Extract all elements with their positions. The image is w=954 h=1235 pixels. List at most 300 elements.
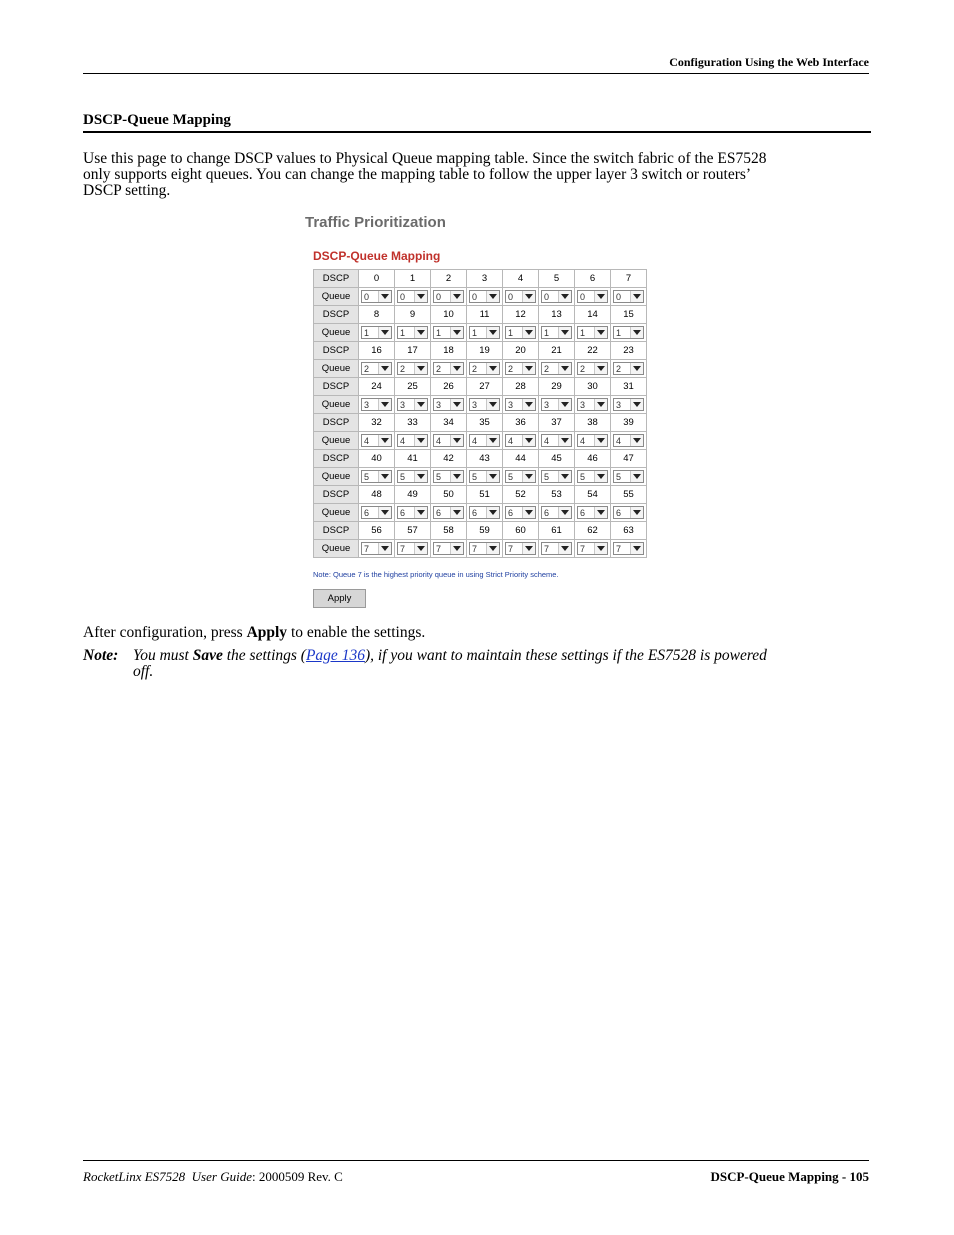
dscp-value: 53	[539, 486, 575, 504]
queue-select-value: 6	[544, 508, 550, 518]
queue-select[interactable]	[541, 290, 572, 303]
chevron-down-icon[interactable]	[594, 507, 607, 518]
dscp-value: 35	[467, 414, 503, 432]
dscp-row-label: DSCP	[314, 450, 359, 468]
dscp-value: 32	[359, 414, 395, 432]
queue-select[interactable]	[433, 434, 464, 447]
footer-doc-info: RocketLinx ES7528 User Guide: 2000509 Rev. C	[83, 1169, 343, 1184]
queue-select[interactable]	[361, 542, 392, 555]
queue-select[interactable]	[469, 326, 500, 339]
chevron-down-icon[interactable]	[450, 327, 463, 338]
queue-cell	[539, 432, 575, 450]
chevron-down-icon[interactable]	[378, 291, 391, 302]
dscp-queue-table	[313, 269, 647, 558]
chevron-down-icon[interactable]	[630, 471, 643, 482]
queue-select-value: 5	[400, 472, 406, 482]
queue-select[interactable]	[541, 434, 572, 447]
queue-select[interactable]	[361, 506, 392, 519]
chevron-down-icon[interactable]	[558, 471, 571, 482]
chevron-down-icon[interactable]	[630, 363, 643, 374]
queue-select[interactable]	[577, 542, 608, 555]
header-rule	[83, 73, 869, 74]
chevron-down-icon[interactable]	[378, 507, 391, 518]
dscp-value: 1	[395, 270, 431, 288]
queue-select-value: 4	[472, 436, 478, 446]
queue-row-label: Queue	[314, 540, 359, 558]
queue-row	[314, 540, 647, 558]
queue-select-value: 2	[364, 364, 370, 374]
queue-select[interactable]	[541, 398, 572, 411]
queue-cell	[467, 396, 503, 414]
queue-cell	[395, 360, 431, 378]
chevron-down-icon[interactable]	[486, 543, 499, 554]
queue-select[interactable]	[397, 326, 428, 339]
queue-select[interactable]	[469, 506, 500, 519]
chevron-down-icon[interactable]	[630, 399, 643, 410]
chevron-down-icon[interactable]	[630, 507, 643, 518]
dscp-row-label: DSCP	[314, 414, 359, 432]
dscp-value: 36	[503, 414, 539, 432]
queue-select[interactable]	[613, 362, 644, 375]
chevron-down-icon[interactable]	[450, 363, 463, 374]
queue-select-value: 3	[616, 400, 622, 410]
chevron-down-icon[interactable]	[450, 399, 463, 410]
queue-select[interactable]	[397, 506, 428, 519]
chevron-down-icon[interactable]	[522, 507, 535, 518]
chevron-down-icon[interactable]	[486, 363, 499, 374]
dscp-value: 42	[431, 450, 467, 468]
chevron-down-icon[interactable]	[414, 363, 427, 374]
dscp-value: 8	[359, 306, 395, 324]
queue-select-value: 7	[364, 544, 370, 554]
queue-cell	[539, 468, 575, 486]
chevron-down-icon[interactable]	[594, 435, 607, 446]
queue-select[interactable]	[397, 362, 428, 375]
chevron-down-icon[interactable]	[486, 399, 499, 410]
dscp-value: 50	[431, 486, 467, 504]
queue-select-value: 0	[616, 292, 622, 302]
dscp-value: 45	[539, 450, 575, 468]
dscp-row-label: DSCP	[314, 270, 359, 288]
queue-select[interactable]	[361, 434, 392, 447]
chevron-down-icon[interactable]	[378, 543, 391, 554]
dscp-value: 26	[431, 378, 467, 396]
queue-select[interactable]	[613, 542, 644, 555]
queue-select-value: 1	[400, 328, 406, 338]
queue-cell	[575, 504, 611, 522]
chevron-down-icon[interactable]	[522, 363, 535, 374]
traffic-prioritization-title: Traffic Prioritization	[305, 214, 446, 231]
dscp-value: 10	[431, 306, 467, 324]
chevron-down-icon[interactable]	[630, 327, 643, 338]
queue-cell	[359, 432, 395, 450]
queue-select[interactable]	[505, 362, 536, 375]
dscp-row	[314, 414, 647, 432]
queue-select[interactable]	[433, 506, 464, 519]
queue-select[interactable]	[361, 398, 392, 411]
chevron-down-icon[interactable]	[558, 327, 571, 338]
apply-button[interactable]: Apply	[313, 589, 366, 608]
chevron-down-icon[interactable]	[450, 543, 463, 554]
queue-cell	[467, 432, 503, 450]
chevron-down-icon[interactable]	[630, 291, 643, 302]
dscp-row-label: DSCP	[314, 378, 359, 396]
chevron-down-icon[interactable]	[414, 399, 427, 410]
chevron-down-icon[interactable]	[486, 327, 499, 338]
queue-cell	[431, 432, 467, 450]
queue-select-value: 2	[400, 364, 406, 374]
queue-row	[314, 288, 647, 306]
chevron-down-icon[interactable]	[486, 471, 499, 482]
dscp-queue-mapping-subtitle: DSCP-Queue Mapping	[313, 249, 441, 263]
dscp-row	[314, 342, 647, 360]
chevron-down-icon[interactable]	[522, 399, 535, 410]
queue-select-value: 0	[400, 292, 406, 302]
dscp-value: 3	[467, 270, 503, 288]
queue-cell	[575, 468, 611, 486]
dscp-value: 33	[395, 414, 431, 432]
queue-cell	[431, 396, 467, 414]
queue-select[interactable]	[397, 290, 428, 303]
queue-select[interactable]	[505, 290, 536, 303]
note-continuation: off.	[133, 663, 154, 680]
dscp-row-label: DSCP	[314, 342, 359, 360]
dscp-value: 28	[503, 378, 539, 396]
queue-cell	[431, 324, 467, 342]
chevron-down-icon[interactable]	[486, 291, 499, 302]
queue-select-value: 3	[544, 400, 550, 410]
queue-select-value: 7	[436, 544, 442, 554]
chevron-down-icon[interactable]	[594, 327, 607, 338]
queue-select[interactable]	[469, 470, 500, 483]
queue-select[interactable]	[505, 470, 536, 483]
queue-select[interactable]	[613, 434, 644, 447]
queue-cell	[611, 288, 647, 306]
queue-select[interactable]	[469, 434, 500, 447]
queue-select-value: 3	[508, 400, 514, 410]
queue-cell	[539, 324, 575, 342]
queue-cell	[539, 288, 575, 306]
queue-select-value: 6	[616, 508, 622, 518]
dscp-value: 14	[575, 306, 611, 324]
chevron-down-icon[interactable]	[558, 507, 571, 518]
queue-select[interactable]	[577, 506, 608, 519]
queue-row	[314, 504, 647, 522]
queue-row	[314, 468, 647, 486]
dscp-value: 2	[431, 270, 467, 288]
queue-select[interactable]	[577, 398, 608, 411]
chevron-down-icon[interactable]	[378, 399, 391, 410]
running-header: Configuration Using the Web Interface	[669, 55, 869, 69]
queue-cell	[467, 504, 503, 522]
queue-select[interactable]	[541, 326, 572, 339]
queue-select-value: 5	[544, 472, 550, 482]
queue-row	[314, 432, 647, 450]
queue-select[interactable]	[505, 326, 536, 339]
queue-select[interactable]	[577, 470, 608, 483]
queue-cell	[503, 432, 539, 450]
chevron-down-icon[interactable]	[378, 327, 391, 338]
chevron-down-icon[interactable]	[630, 435, 643, 446]
queue-select-value: 4	[436, 436, 442, 446]
chevron-down-icon[interactable]	[558, 435, 571, 446]
chevron-down-icon[interactable]	[558, 399, 571, 410]
page-136-link[interactable]: Page 136	[305, 647, 365, 664]
queue-select-value: 2	[472, 364, 478, 374]
chevron-down-icon[interactable]	[414, 435, 427, 446]
queue-select-value: 2	[616, 364, 622, 374]
after-config-text: After configuration, press Apply to enable the settings.	[83, 624, 426, 641]
queue-select[interactable]	[469, 290, 500, 303]
queue-select-value: 5	[364, 472, 370, 482]
footer-page-label: DSCP-Queue Mapping - 105	[710, 1169, 869, 1184]
dscp-value: 44	[503, 450, 539, 468]
dscp-value: 22	[575, 342, 611, 360]
dscp-value: 15	[611, 306, 647, 324]
queue-select[interactable]	[577, 362, 608, 375]
queue-select-value: 0	[508, 292, 514, 302]
queue-cell	[611, 540, 647, 558]
chevron-down-icon[interactable]	[522, 291, 535, 302]
note-label: Note:	[83, 647, 119, 664]
chevron-down-icon[interactable]	[450, 471, 463, 482]
queue-select-value: 3	[400, 400, 406, 410]
queue-select[interactable]	[577, 290, 608, 303]
queue-cell	[575, 396, 611, 414]
chevron-down-icon[interactable]	[594, 363, 607, 374]
queue-cell	[611, 396, 647, 414]
dscp-row	[314, 378, 647, 396]
queue-select[interactable]	[433, 290, 464, 303]
dscp-value: 55	[611, 486, 647, 504]
queue-select-value: 5	[436, 472, 442, 482]
queue-select[interactable]	[397, 542, 428, 555]
queue-select-value: 1	[436, 328, 442, 338]
dscp-value: 40	[359, 450, 395, 468]
queue-select-value: 0	[580, 292, 586, 302]
queue-select[interactable]	[433, 542, 464, 555]
dscp-value: 27	[467, 378, 503, 396]
dscp-value: 43	[467, 450, 503, 468]
queue-select-value: 2	[436, 364, 442, 374]
queue-select[interactable]	[361, 362, 392, 375]
queue-select[interactable]	[433, 326, 464, 339]
queue-select[interactable]	[433, 398, 464, 411]
queue-select-value: 7	[616, 544, 622, 554]
queue-cell	[359, 324, 395, 342]
dscp-value: 63	[611, 522, 647, 540]
queue-select-value: 1	[580, 328, 586, 338]
queue-select[interactable]	[541, 542, 572, 555]
dscp-value: 9	[395, 306, 431, 324]
queue-select[interactable]	[577, 434, 608, 447]
queue-select-value: 0	[364, 292, 370, 302]
dscp-value: 16	[359, 342, 395, 360]
queue-select[interactable]	[613, 398, 644, 411]
chevron-down-icon[interactable]	[594, 399, 607, 410]
dscp-value: 60	[503, 522, 539, 540]
intro-line: Use this page to change DSCP values to Physical Queue mapping table. Since the switch fabric of the ES7528	[83, 150, 767, 167]
dscp-value: 23	[611, 342, 647, 360]
queue-select[interactable]	[505, 506, 536, 519]
intro-line: DSCP setting.	[83, 182, 171, 199]
queue-select[interactable]	[613, 290, 644, 303]
queue-select[interactable]	[469, 542, 500, 555]
queue-select[interactable]	[577, 326, 608, 339]
queue-select-value: 2	[508, 364, 514, 374]
queue-select-value: 5	[508, 472, 514, 482]
queue-cell	[611, 360, 647, 378]
queue-select-value: 5	[472, 472, 478, 482]
queue-select-value: 5	[580, 472, 586, 482]
queue-select-value: 3	[364, 400, 370, 410]
web-ui-screenshot	[305, 212, 650, 612]
queue-cell	[467, 360, 503, 378]
queue-select-value: 1	[364, 328, 370, 338]
queue-cell	[359, 288, 395, 306]
dscp-value: 0	[359, 270, 395, 288]
queue-select[interactable]	[397, 398, 428, 411]
queue-cell	[575, 324, 611, 342]
queue-cell	[359, 360, 395, 378]
chevron-down-icon[interactable]	[630, 543, 643, 554]
queue-row-label: Queue	[314, 432, 359, 450]
queue-select-value: 6	[472, 508, 478, 518]
chevron-down-icon[interactable]	[558, 291, 571, 302]
intro-paragraph	[83, 151, 873, 199]
queue-cell	[539, 540, 575, 558]
queue-select[interactable]	[613, 470, 644, 483]
dscp-value: 38	[575, 414, 611, 432]
queue-cell	[359, 540, 395, 558]
chevron-down-icon[interactable]	[522, 435, 535, 446]
dscp-value: 29	[539, 378, 575, 396]
dscp-value: 31	[611, 378, 647, 396]
queue-row	[314, 360, 647, 378]
queue-select[interactable]	[361, 290, 392, 303]
dscp-value: 41	[395, 450, 431, 468]
queue-select-value: 7	[400, 544, 406, 554]
queue-cell	[431, 288, 467, 306]
queue-select[interactable]	[541, 362, 572, 375]
queue-select[interactable]	[469, 362, 500, 375]
queue-select[interactable]	[505, 434, 536, 447]
dscp-value: 17	[395, 342, 431, 360]
queue-select-value: 1	[472, 328, 478, 338]
queue-select[interactable]	[469, 398, 500, 411]
queue-select-value: 6	[364, 508, 370, 518]
queue-cell	[539, 504, 575, 522]
queue-select[interactable]	[397, 434, 428, 447]
chevron-down-icon[interactable]	[378, 471, 391, 482]
chevron-down-icon[interactable]	[450, 507, 463, 518]
queue-cell	[575, 540, 611, 558]
queue-cell	[539, 360, 575, 378]
queue-select-value: 5	[616, 472, 622, 482]
dscp-value: 13	[539, 306, 575, 324]
queue-select[interactable]	[541, 470, 572, 483]
queue-select[interactable]	[505, 398, 536, 411]
queue-cell	[395, 504, 431, 522]
chevron-down-icon[interactable]	[378, 363, 391, 374]
queue-select-value: 4	[544, 436, 550, 446]
queue-select[interactable]	[613, 326, 644, 339]
queue-select-value: 7	[472, 544, 478, 554]
dscp-row	[314, 522, 647, 540]
queue-cell	[359, 504, 395, 522]
queue-select[interactable]	[361, 470, 392, 483]
queue-select[interactable]	[505, 542, 536, 555]
dscp-value: 18	[431, 342, 467, 360]
chevron-down-icon[interactable]	[522, 327, 535, 338]
chevron-down-icon[interactable]	[414, 543, 427, 554]
queue-cell	[467, 324, 503, 342]
dscp-value: 46	[575, 450, 611, 468]
chevron-down-icon[interactable]	[594, 471, 607, 482]
dscp-value: 37	[539, 414, 575, 432]
chevron-down-icon[interactable]	[522, 471, 535, 482]
chevron-down-icon[interactable]	[558, 363, 571, 374]
queue-select-value: 4	[400, 436, 406, 446]
queue-cell	[611, 324, 647, 342]
queue-select[interactable]	[433, 470, 464, 483]
dscp-row-label: DSCP	[314, 486, 359, 504]
chevron-down-icon[interactable]	[450, 291, 463, 302]
chevron-down-icon[interactable]	[522, 543, 535, 554]
chevron-down-icon[interactable]	[594, 291, 607, 302]
chevron-down-icon[interactable]	[414, 291, 427, 302]
queue-select-value: 4	[616, 436, 622, 446]
dscp-value: 59	[467, 522, 503, 540]
queue-select[interactable]	[433, 362, 464, 375]
chevron-down-icon[interactable]	[486, 507, 499, 518]
queue-cell	[575, 360, 611, 378]
queue-select-value: 3	[436, 400, 442, 410]
chevron-down-icon[interactable]	[414, 471, 427, 482]
queue-select[interactable]	[397, 470, 428, 483]
chevron-down-icon[interactable]	[486, 435, 499, 446]
priority-note: Note: Queue 7 is the highest priority queue in using Strict Priority scheme.	[313, 570, 559, 579]
queue-cell	[503, 540, 539, 558]
chevron-down-icon[interactable]	[414, 327, 427, 338]
dscp-row-label: DSCP	[314, 306, 359, 324]
chevron-down-icon[interactable]	[450, 435, 463, 446]
chevron-down-icon[interactable]	[594, 543, 607, 554]
dscp-value: 11	[467, 306, 503, 324]
section-rule	[83, 131, 871, 133]
chevron-down-icon[interactable]	[558, 543, 571, 554]
dscp-value: 56	[359, 522, 395, 540]
queue-select-value: 2	[544, 364, 550, 374]
chevron-down-icon[interactable]	[378, 435, 391, 446]
queue-select[interactable]	[361, 326, 392, 339]
dscp-value: 24	[359, 378, 395, 396]
queue-select-value: 1	[616, 328, 622, 338]
queue-select-value: 3	[580, 400, 586, 410]
queue-select-value: 6	[508, 508, 514, 518]
queue-cell	[503, 468, 539, 486]
queue-select[interactable]	[613, 506, 644, 519]
chevron-down-icon[interactable]	[414, 507, 427, 518]
queue-select[interactable]	[541, 506, 572, 519]
queue-cell	[359, 468, 395, 486]
dscp-value: 19	[467, 342, 503, 360]
queue-row	[314, 396, 647, 414]
dscp-value: 52	[503, 486, 539, 504]
queue-cell	[503, 324, 539, 342]
dscp-value: 54	[575, 486, 611, 504]
queue-cell	[431, 360, 467, 378]
